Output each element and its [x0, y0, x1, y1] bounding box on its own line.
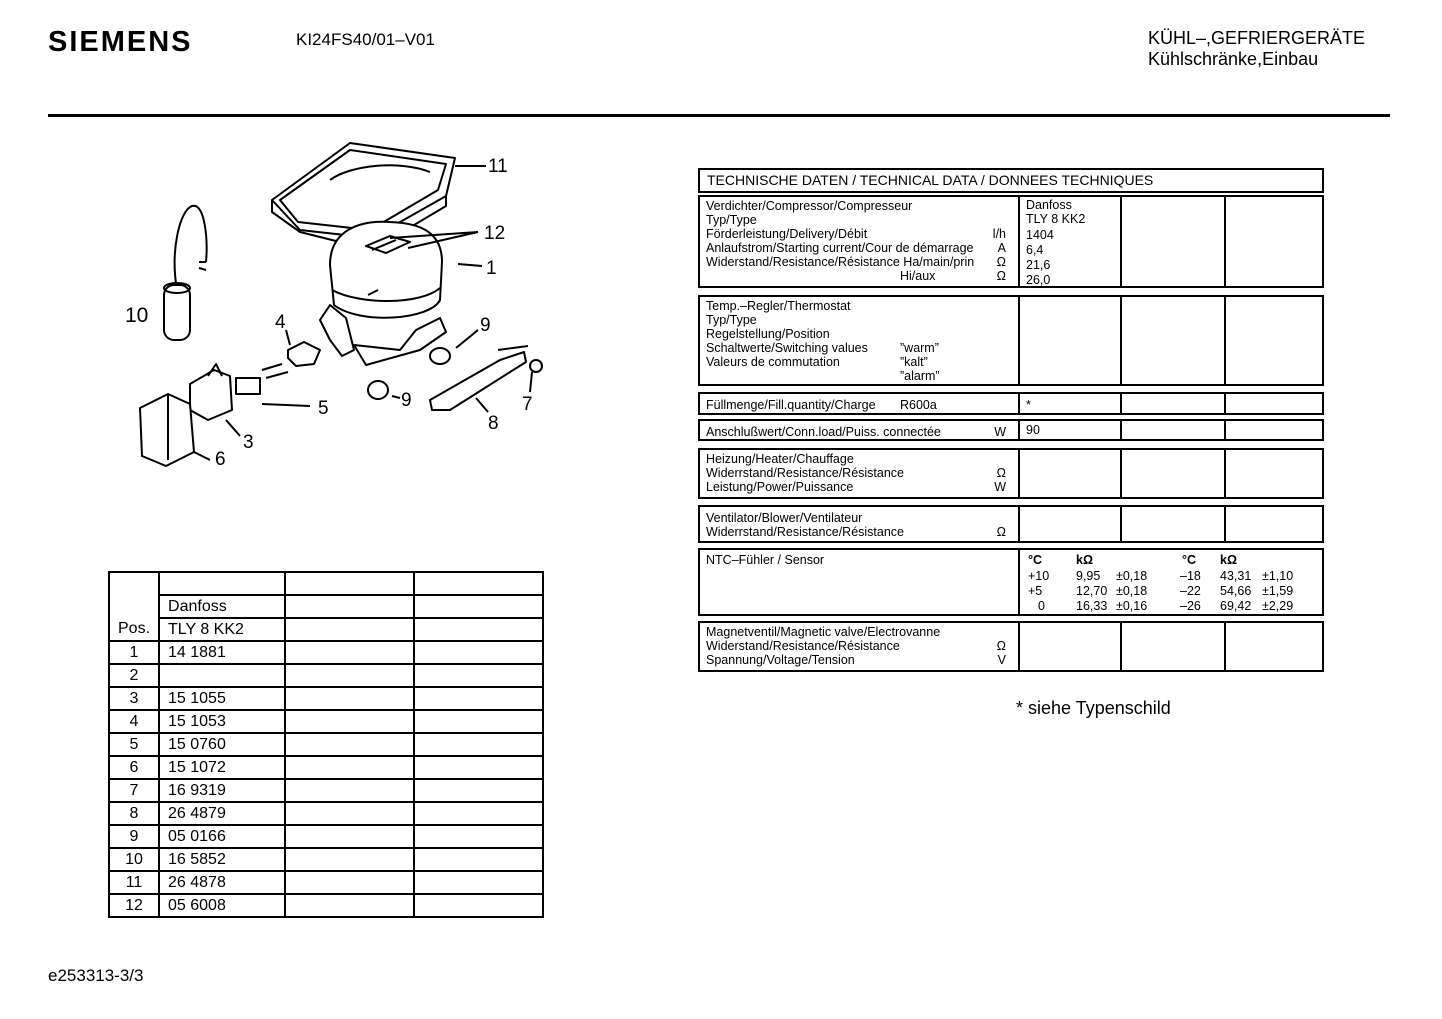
typeplate-note: * siehe Typenschild — [1016, 698, 1171, 718]
category-line-1: KÜHL–,GEFRIERGERÄTE — [1148, 28, 1366, 48]
tech-magnetic-valve: Magnetventil/Magnetic valve/Electrovanne Widerstand/Resistance/Résistance Ω Spannung/Voltage/Tension V — [698, 621, 1324, 672]
table-row: 10 16 5852 — [109, 848, 543, 871]
document-id: e253313-3/3 — [48, 966, 144, 985]
table-row: 6 15 1072 — [109, 756, 543, 779]
tech-ntc-sensor: NTC–Fühler / Sensor °C kΩ °C kΩ +10 9,95 ±0,18 –18 43,31 ±1,10 +5 12,70 ±0,18 –22 54,66 ±1,59 0 16,33 ±0,16 –26 69,42 ±2,29 — [698, 548, 1324, 616]
brand-logo: SIEMENS — [48, 26, 193, 58]
exploded-parts-diagram — [110, 135, 550, 480]
callout-4: 4 — [275, 312, 286, 333]
table-row: 12 05 6008 — [109, 894, 543, 917]
tech-thermostat: Temp.–Regler/Thermostat Typ/Type Regelstellung/Position Schaltwerte/Switching values ”warm” Valeurs de commutation ”kalt” ”alarm” — [698, 295, 1324, 386]
callout-6: 6 — [215, 449, 226, 470]
tech-fill-quantity: Füllmenge/Fill.quantity/Charge R600a * — [698, 392, 1324, 415]
callout-8: 8 — [488, 413, 499, 434]
callout-7: 7 — [522, 394, 533, 415]
type-cell: TLY 8 KK2 — [159, 618, 285, 641]
ntc-values: °C kΩ °C kΩ +10 9,95 ±0,18 –18 43,31 ±1,10 +5 12,70 ±0,18 –22 54,66 ±1,59 0 16,33 ±0,16 –26 69,42 ±2,29 — [1028, 553, 1294, 613]
parts-table — [108, 571, 544, 918]
header-divider — [48, 114, 1390, 117]
table-row: 2 — [109, 664, 543, 687]
callout-9a: 9 — [480, 315, 491, 336]
pos-header: Pos. — [109, 572, 159, 641]
callout-3: 3 — [243, 432, 254, 453]
callout-10: 10 — [125, 304, 149, 327]
table-row: 4 15 1053 — [109, 710, 543, 733]
table-row: 7 16 9319 — [109, 779, 543, 802]
callout-9b: 9 — [401, 390, 412, 411]
table-row: 9 05 0166 — [109, 825, 543, 848]
part-4-clip — [288, 342, 320, 366]
tech-connected-load: Anschlußwert/Conn.load/Puiss. connectée W 90 — [698, 419, 1324, 441]
tech-compressor: Verdichter/Compressor/Compresseur Typ/Type Förderleistung/Delivery/Débit l/h Anlaufstrom/Starting current/Cour de démarrage A Widerstand/Resistance/Résistance Ha/main/prin Ω Hi/aux Ω Danfoss TLY 8 KK2 1404 6,4 21,6 26,0 — [698, 195, 1324, 288]
tech-blower: Ventilator/Blower/Ventilateur Widerrstand/Resistance/Résistance Ω — [698, 505, 1324, 543]
callout-11: 11 — [488, 156, 508, 177]
table-row: 11 26 4878 — [109, 871, 543, 894]
callout-1: 1 — [486, 258, 497, 279]
table-row: 8 26 4879 — [109, 802, 543, 825]
part-5-screws — [236, 364, 288, 394]
manufacturer-cell: Danfoss — [159, 595, 285, 618]
part-10-capacitor — [164, 206, 207, 340]
callout-5: 5 — [318, 398, 329, 419]
callout-12: 12 — [484, 223, 506, 244]
part-6-cover — [140, 394, 194, 466]
table-row: 1 14 1881 — [109, 641, 543, 664]
category — [1148, 28, 1365, 70]
table-row: 3 15 1055 — [109, 687, 543, 710]
part-3-relay — [190, 364, 232, 420]
parts-header-row — [109, 572, 543, 595]
model-number: KI24FS40/01–V01 — [296, 30, 435, 49]
tech-title: TECHNISCHE DATEN / TECHNICAL DATA / DONNEES TECHNIQUES — [698, 168, 1324, 193]
part-7-clip — [530, 360, 542, 372]
tech-heater: Heizung/Heater/Chauffage Widerrstand/Resistance/Résistance Ω Leistung/Power/Puissance W — [698, 448, 1324, 499]
category-line-2: Kühlschränke,Einbau — [1148, 49, 1319, 69]
table-row: 5 15 0760 — [109, 733, 543, 756]
